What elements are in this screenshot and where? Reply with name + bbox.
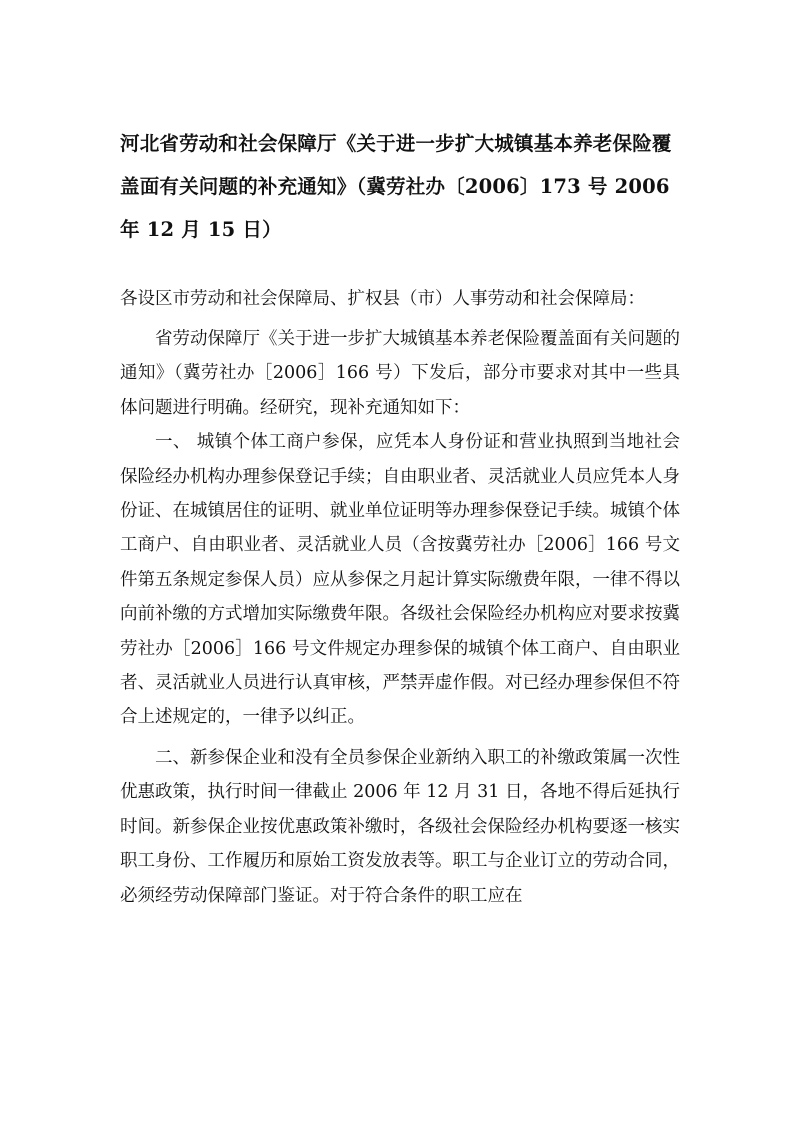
salutation: 各设区市劳动和社会保障局、扩权县（市）人事劳动和社会保障局： — [120, 289, 645, 309]
paragraph-item-2: 二、新参保企业和没有全员参保企业新纳入职工的补缴政策属一次性优惠政策，执行时间一律截止 2006 年 12 月 31 日，各地不得后延执行时间。新参保企业按优惠政策补缴时，各级社会保险经办机构要逐一核实职工身份、工作履历和原始工资发放表等。职工与企业订立的劳动合同，必须经劳动保障部门鉴证。对于符合条件的职工应在 — [120, 747, 680, 906]
paragraph-item-1: 一、 城镇个体工商户参保，应凭本人身份证和营业执照到当地社会保险经办机构办理参保登记手续；自由职业者、灵活就业人员应凭本人身份证、在城镇居住的证明、就业单位证明等办理参保登记手续。城镇个体工商户、自由职业者、灵活就业人员（含按冀劳社办［2006］166 号文件第五条规定参保人员）应从参保之月起计算实际缴费年限，一律不得以向前补缴的方式增加实际缴费年限。各级社会保险经办机构应对要求按冀劳社办［2006］166 号文件规定办理参保的城镇个体工商户、自由职业者、灵活就业人员进行认真审核，严禁弄虚作假。对已经办理参保但不符合上述规定的，一律予以纠正。 — [120, 432, 680, 728]
document-body — [120, 322, 680, 913]
document-title: 河北省劳动和社会保障厅《关于进一步扩大城镇基本养老保险覆盖面有关问题的补充通知》（冀劳社办〔2006〕173 号 2006 年 12 月 15 日） — [120, 132, 672, 241]
paragraph-intro: 省劳动保障厅《关于进一步扩大城镇基本养老保险覆盖面有关问题的通知》（冀劳社办［2006］166 号）下发后，部分市要求对其中一些具体问题进行明确。经研究，现补充通知如下： — [120, 329, 680, 418]
